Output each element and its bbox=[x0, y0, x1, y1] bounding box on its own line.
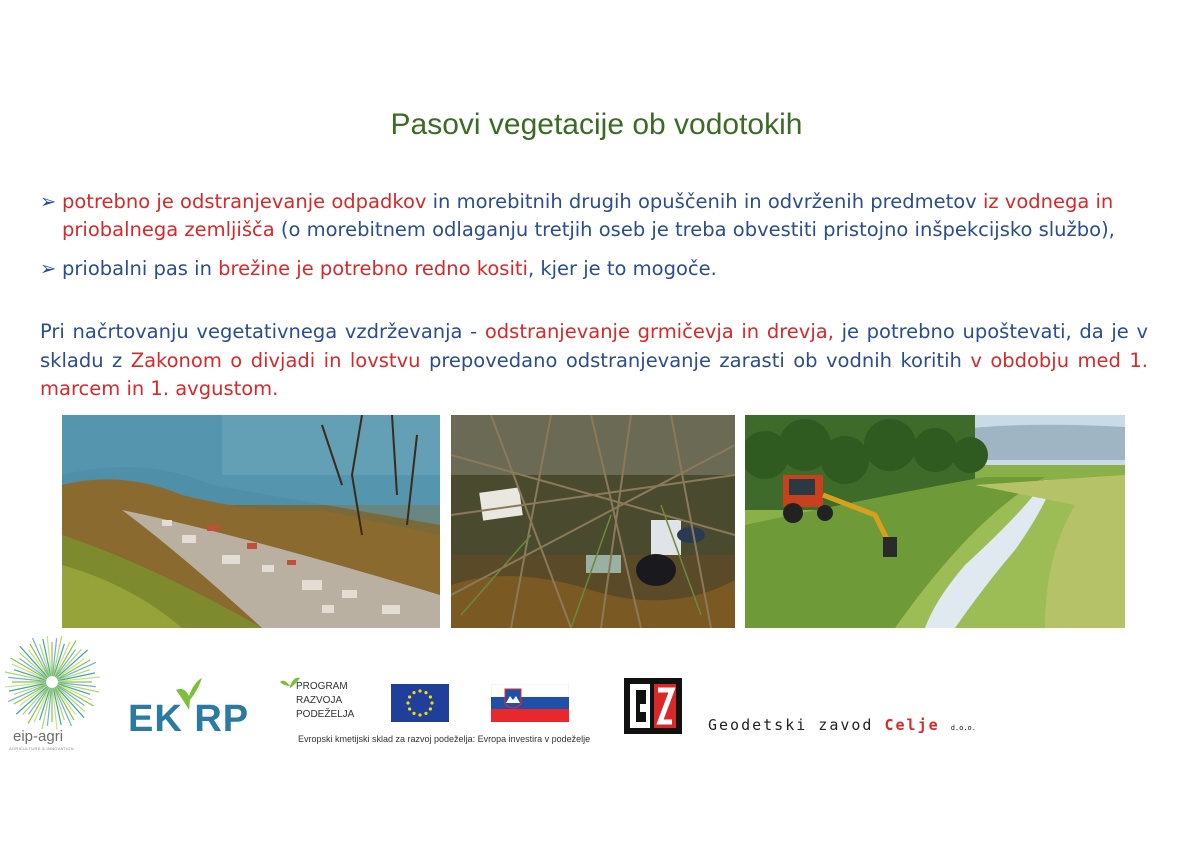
bullet-waste-removal bbox=[40, 188, 1150, 244]
prp-line2: RAZVOJA bbox=[296, 695, 343, 706]
text-segment: potrebno je odstranjevanje odpadkov bbox=[62, 190, 427, 213]
eip-agri-sub: AGRICULTURE & INNOVATION bbox=[9, 746, 74, 751]
text-segment: iz vodnega in priobalnega zemljišča bbox=[62, 190, 1114, 241]
regulation-paragraph bbox=[40, 318, 1148, 404]
text-segment: prepovedano odstranjevanje zarasti ob vodnih koritih bbox=[420, 348, 971, 372]
gz-logo bbox=[624, 678, 976, 738]
arrow-bullet-icon: ➢ bbox=[40, 257, 57, 280]
eip-agri-logo bbox=[5, 636, 100, 756]
ekirp-text: EK RP bbox=[128, 698, 250, 740]
eu-flag-icon bbox=[391, 684, 449, 722]
text-segment: je potrebno upoštevati, da je v skladu z bbox=[40, 320, 1148, 372]
text-segment: Pri načrtovanju vegetativnega vzdrževanja - bbox=[40, 320, 485, 343]
canal-mowing-photo bbox=[745, 415, 1125, 628]
page-title: Pasovi vegetacije ob vodotokih bbox=[390, 108, 803, 141]
text-segment: (o morebitnem odlaganju tretjih oseb je treba obvestiti pristojno inšpekcijsko službo), bbox=[274, 218, 1115, 241]
text-segment: v obdobju med 1. marcem in 1. avgustom. bbox=[40, 348, 1148, 400]
text-segment: priobalni pas in bbox=[62, 257, 219, 280]
text-segment: brežine je potrebno redno kositi bbox=[218, 257, 528, 280]
prp-line3: PODEŽELJA bbox=[296, 709, 355, 720]
prp-line1: PROGRAM bbox=[296, 681, 348, 692]
prp-caption: Evropski kmetijski sklad za razvoj podeželja: Evropa investira v podeželje bbox=[298, 734, 591, 744]
text-segment: Zakonom o divjadi in lovstvu bbox=[130, 348, 421, 372]
text-segment: odstranjevanje grmičevja in drevja, bbox=[484, 320, 834, 343]
text-segment: in morebitnih drugih opuščenih in odvrženih predmetov bbox=[426, 190, 983, 213]
gz-mark-icon bbox=[624, 678, 682, 734]
eip-agri-burst-icon bbox=[5, 636, 100, 736]
arrow-bullet-icon: ➢ bbox=[40, 190, 57, 213]
gz-name: Geodetski zavod bbox=[708, 716, 874, 734]
eip-agri-name: eip-agri bbox=[13, 728, 64, 745]
riverbank-waste-photo bbox=[62, 415, 440, 628]
bullet-mowing bbox=[40, 255, 1150, 283]
text-segment: , kjer je to mogoče. bbox=[527, 257, 717, 280]
discarded-waste-photo bbox=[451, 415, 735, 628]
bullet-text bbox=[62, 255, 1150, 283]
bullet-text bbox=[62, 188, 1150, 244]
ekirp-logo bbox=[128, 676, 253, 746]
prp-logo bbox=[280, 676, 591, 748]
slovenia-flag-icon bbox=[491, 684, 569, 722]
gz-city: Celje bbox=[884, 716, 940, 734]
gz-suffix: d.o.o. bbox=[950, 724, 976, 732]
